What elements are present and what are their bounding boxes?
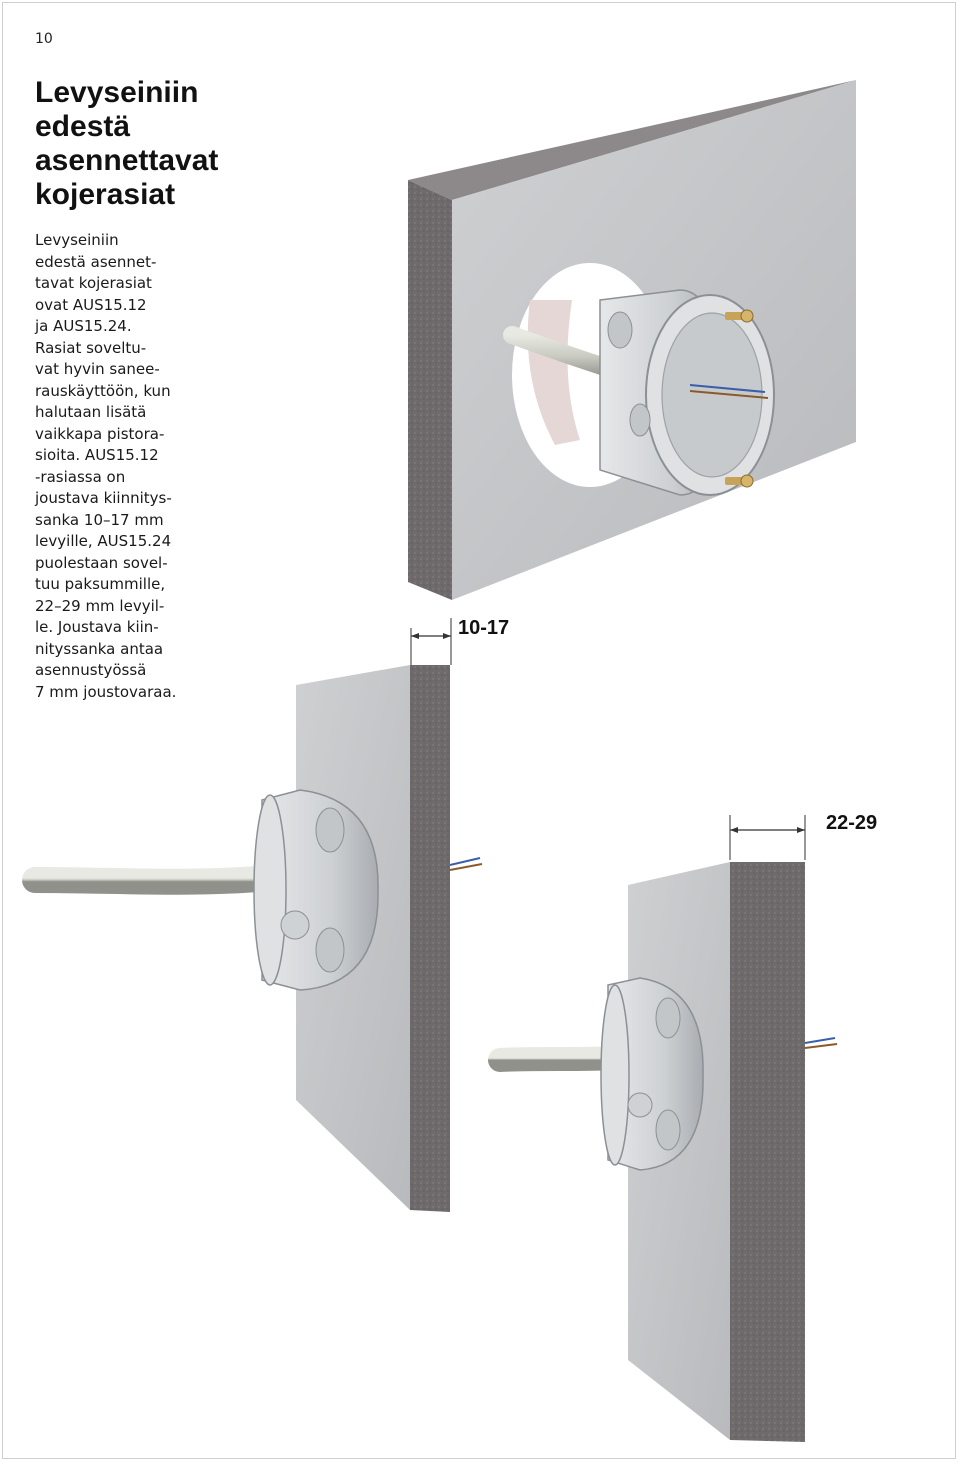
body-line: ja AUS15.24. [35, 317, 132, 335]
body-line: ovat AUS15.12 [35, 295, 147, 314]
figure-front-view [408, 80, 856, 600]
title-line: Levyseiniin [35, 76, 199, 109]
box-interior [662, 313, 762, 477]
figure-side-view-thin [35, 665, 482, 1212]
body-line: halutaan lisätä [35, 403, 147, 421]
body-line: levyille, AUS15.24 [35, 532, 172, 550]
body-line: joustava kiinnitys- [35, 489, 172, 507]
wire [450, 858, 480, 865]
body-line: le. Joustava kiin- [35, 618, 159, 636]
title-line: kojerasiat [35, 178, 176, 211]
dimension-10-17 [411, 617, 509, 665]
cable [500, 1058, 615, 1060]
body-line: puolestaan sovel- [35, 553, 168, 572]
dimension-22-29 [730, 812, 877, 860]
body-line: tuu paksummille, [35, 575, 166, 593]
knockout [316, 808, 344, 852]
board-edge [730, 862, 805, 1442]
body-line: 22–29 mm levyil- [35, 596, 165, 615]
box-rim [254, 795, 286, 985]
body-line: vat hyvin saneе- [35, 360, 160, 378]
dimension-label: 22-29 [826, 812, 878, 834]
body-line: nityssanka antaa [35, 639, 164, 658]
title-line: asennettavat [35, 144, 219, 177]
dimension-label: 10-17 [458, 617, 510, 639]
knockout [656, 1110, 680, 1150]
knockout [630, 404, 650, 436]
page-number: 10 [35, 31, 53, 47]
body-line: -rasiassa on [35, 467, 126, 486]
board-edge [410, 665, 450, 1212]
knockout [656, 998, 680, 1038]
body-line: tavat kojerasiat [35, 274, 152, 292]
body-line: Rasiat soveltu- [35, 338, 147, 357]
body-line: sanka 10–17 mm [35, 510, 164, 529]
knockout [281, 911, 309, 939]
body-line: asennustyössä [35, 661, 147, 679]
body-line: edestä asennet- [35, 252, 157, 271]
body-line: sioita. AUS15.12 [35, 446, 159, 464]
wire [805, 1044, 837, 1048]
cable [35, 878, 270, 882]
body-line: rauskäyttöön, kun [35, 381, 171, 400]
body-line: 7 mm joustovaraa. [35, 682, 177, 701]
figure-side-view-thick [500, 862, 837, 1442]
knockout [608, 312, 632, 348]
knockout [628, 1093, 652, 1117]
title-line: edestä [35, 110, 131, 143]
knockout [316, 928, 344, 972]
box-rim [601, 985, 629, 1165]
wire [805, 1038, 835, 1043]
board-edge [408, 180, 452, 600]
body-line: vaikkapa pistora- [35, 424, 165, 443]
body-line: Levyseiniin [35, 231, 119, 249]
